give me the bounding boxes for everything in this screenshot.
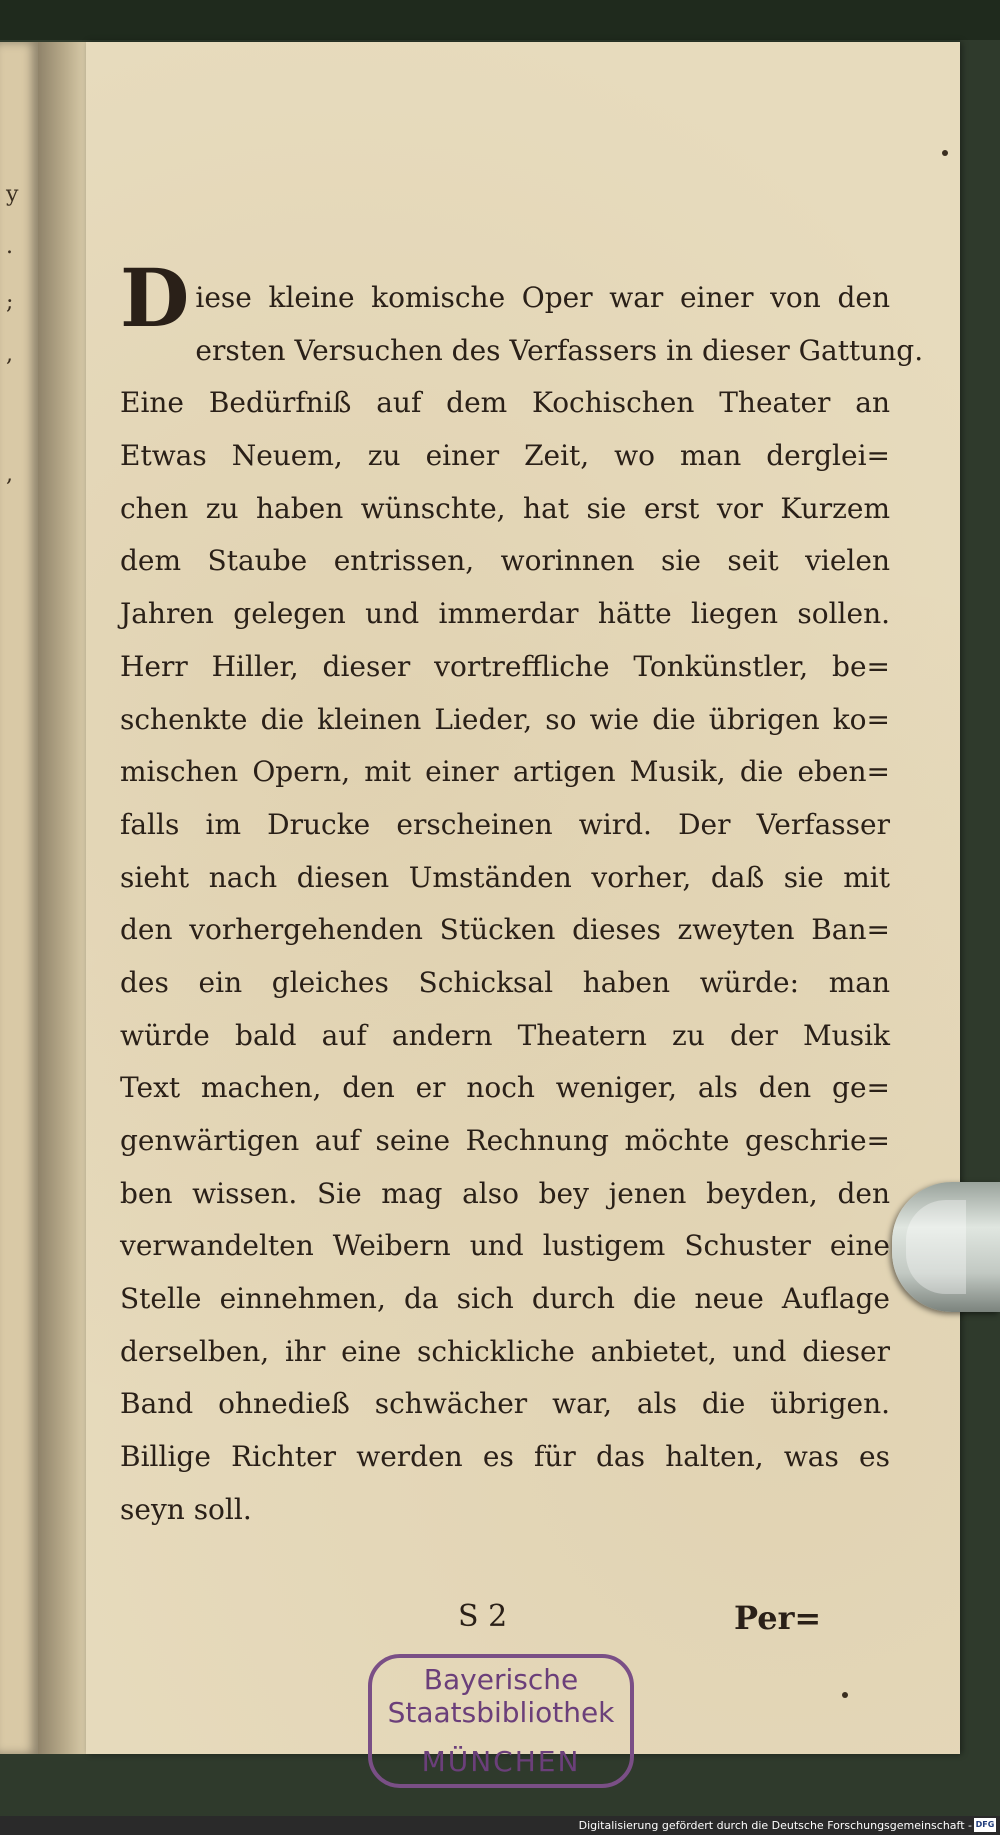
text-line: schenkte die kleinen Lieder, so wie die übrigen ko= — [120, 702, 890, 736]
text-line: chen zu haben wünschte, hat sie erst vor Kurzem — [120, 491, 890, 525]
stamp-line-3: MÜNCHEN — [421, 1745, 581, 1778]
scan-background-top — [0, 0, 1000, 40]
left-page-margin-marks: y . ; , , — [6, 182, 19, 487]
text-line: derselben, ihr eine schickliche anbietet, und dieser — [120, 1334, 890, 1368]
stamp-line-2: Staatsbibliothek — [387, 1696, 615, 1729]
drop-cap: D — [120, 251, 190, 345]
page-body-text — [120, 251, 924, 1537]
text-line: genwärtigen auf seine Rechnung möchte geschrie= — [120, 1124, 890, 1157]
text-line: ersten Versuchen des Verfassers in dieser Gattung. — [195, 333, 924, 367]
text-line: Etwas Neuem, zu einer Zeit, wo man derglei= — [120, 439, 890, 473]
dfg-logo-icon: DFG — [974, 1818, 996, 1832]
text-line: Stelle einnehmen, da sich durch die neue Auflage — [120, 1282, 890, 1316]
signature-mark: S 2 — [458, 1599, 508, 1634]
text-line: Jahren gelegen und immerdar hätte liegen sollen. — [120, 597, 890, 631]
text-line: dem Staube entrissen, worinnen sie seit vielen — [120, 544, 890, 578]
book-page — [86, 42, 960, 1778]
text-line: Band ohnedieß schwächer war, als die übrigen. — [120, 1387, 890, 1421]
stamp-line-1: Bayerische — [423, 1663, 579, 1696]
text-line: Text machen, den er noch weniger, als den ge= — [120, 1071, 890, 1105]
paper-speck — [942, 150, 948, 156]
text-line: Eine Bedürfniß auf dem Kochischen Theater an — [120, 386, 890, 420]
text-line: falls im Drucke erscheinen wird. Der Verfasser — [120, 807, 890, 841]
text-line: den vorhergehenden Stücken dieses zweyten Ban= — [120, 913, 890, 947]
page-clip — [892, 1182, 1000, 1312]
text-line: ben wissen. Sie mag also bey jenen beyden, den — [120, 1176, 890, 1210]
text-line: würde bald auf andern Theatern zu der Musik — [120, 1018, 890, 1052]
text-line: iese kleine komische Oper war einer von den — [195, 281, 890, 314]
text-line: des ein gleiches Schicksal haben würde: man — [120, 965, 890, 999]
page-clip-highlight — [906, 1200, 966, 1294]
text-line: seyn soll. — [120, 1492, 252, 1526]
text-line: verwandelten Weibern und lustigem Schuster eine — [120, 1229, 890, 1263]
paper-speck — [842, 1692, 848, 1698]
catchword: Per= — [734, 1599, 822, 1637]
left-page-edge — [0, 42, 38, 1754]
text-line: sieht nach diesen Umständen vorher, daß sie mit — [120, 860, 890, 894]
text-line: Herr Hiller, dieser vortreffliche Tonkünstler, be= — [120, 649, 890, 683]
book-gutter — [38, 42, 86, 1754]
footer-bar — [0, 1816, 1000, 1835]
funding-note: Digitalisierung gefördert durch die Deutsche Forschungsgemeinschaft - — [578, 1819, 972, 1832]
library-stamp — [368, 1654, 634, 1788]
text-line: mischen Opern, mit einer artigen Musik, die eben= — [120, 755, 890, 789]
text-line: Billige Richter werden es für das halten, was es — [120, 1440, 890, 1474]
